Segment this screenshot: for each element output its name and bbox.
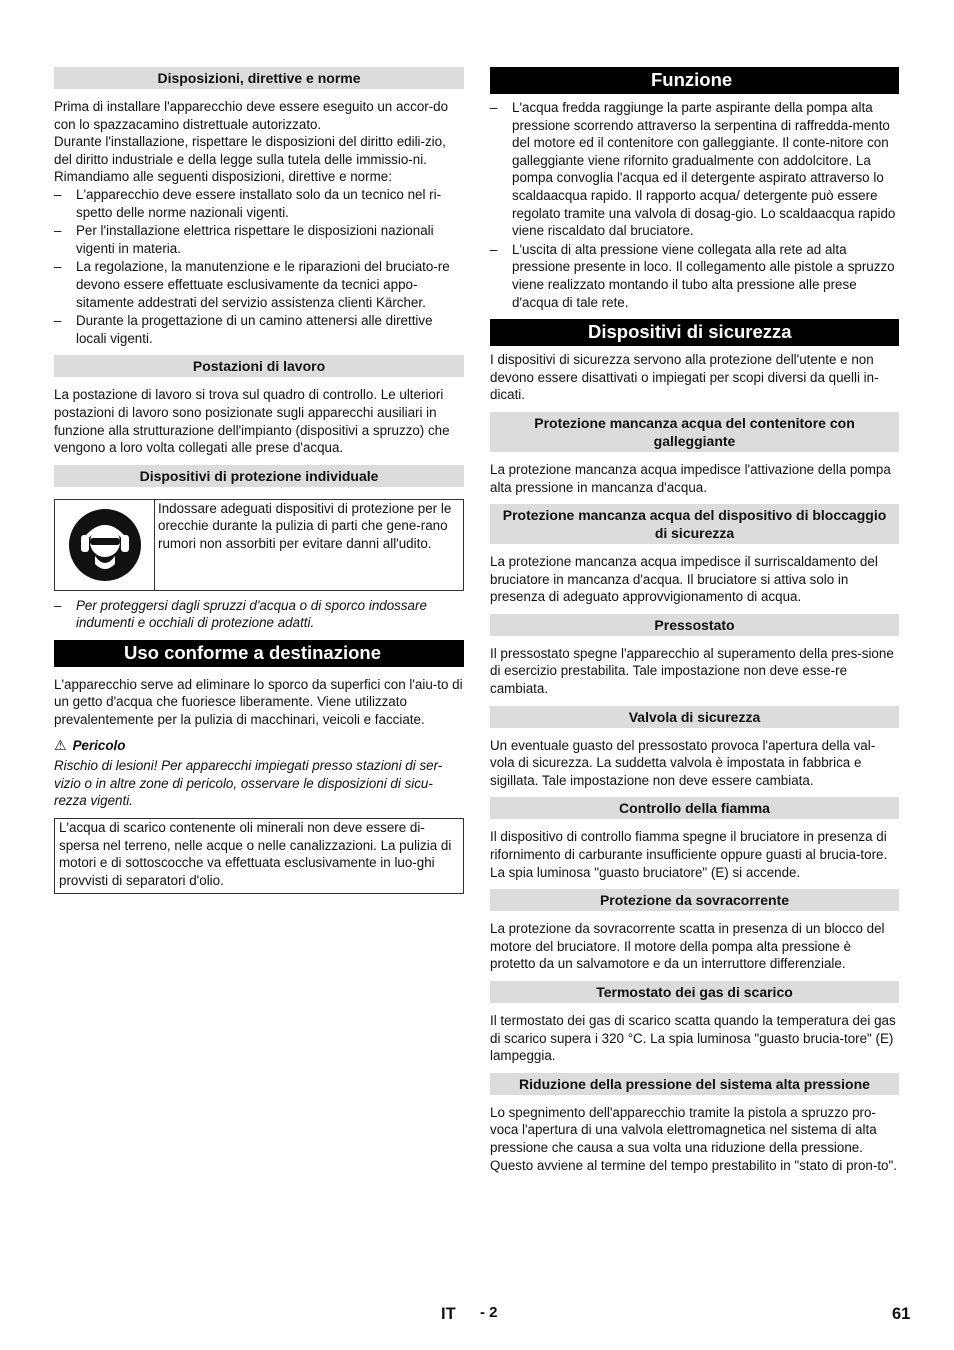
disposizioni-list <box>54 186 464 347</box>
heading-disposizioni: Disposizioni, direttive e norme <box>54 67 464 89</box>
footer-page-number: 61 <box>892 1305 911 1323</box>
list-item: – L'acqua fredda raggiunge la parte aspirante della pompa alta pressione scorrendo attraverso la serpentina di raffredda-mento del motore ed il contenitore con galleggiante. Il conte-nitore con galleggiante viene rifornito gradualmente con addolcitore. La pompa convoglia l'acqua ed il detergente aspirato attraverso lo scaldaacqua rapido. Il rapporto acqua/ detergente può essere regolato tramite una valvola di dosag-gio. Lo scaldaacqua rapido viene riscaldato dal bruciatore. <box>490 99 899 240</box>
footer-language: IT <box>441 1305 456 1323</box>
paragraph-disposizioni-1: Prima di installare l'apparecchio deve essere eseguito un accor-do con lo spazzacamino distrettuale autorizzato. <box>54 99 449 132</box>
footer-section: - 2 <box>480 1304 498 1321</box>
ppe-list <box>54 597 464 632</box>
paragraph-mancanza-acqua-bloccaggio: La protezione mancanza acqua impedisce il surriscaldamento del bruciatore in mancanza d'acqua. Il bruciatore si attiva solo in presenza di adeguato approvvigionamento di acqua. <box>490 554 878 605</box>
paragraph-mancanza-acqua-contenitore: La protezione mancanza acqua impedisce l'attivazione della pompa alta pressione in mancanza d'acqua. <box>490 461 891 495</box>
ppe-text: Indossare adeguati dispositivi di protezione per le orecchie durante la pulizia di parti che gene-rano rumori non assorbiti per evitare danni all'udito. <box>158 500 452 551</box>
list-item: – L'uscita di alta pressione viene collegata alla rete ad alta pressione presente in loco. Il collegamento alle pistole a spruzzo viene realizzato montando il tubo alta pressione alle prese d'acqua di tale rete. <box>490 241 899 311</box>
paragraph-uso: L'apparecchio serve ad eliminare lo sporco da superfici con l'aiu-to di un getto d'acqua che fuoriesce liberamente. Viene utilizzato prevalentemente per la pulizia di macchinari, veicoli e facciate. <box>54 676 463 728</box>
heading-valvola-sicurezza: Valvola di sicurezza <box>490 706 899 728</box>
warning-heading <box>54 737 464 755</box>
paragraph-postazioni: La postazione di lavoro si trova sul quadro di controllo. Le ulteriori postazioni di lavoro sono posizionate sugli apparecchi ausiliari in funzione alla strutturazione dell'impianto (dispositivi a spruzzo) che vengono a loro volta collegati alle prese d'acqua. <box>54 387 450 456</box>
heading-mancanza-acqua-bloccaggio: Protezione mancanza acqua del dispositivo di bloccaggio di sicurezza <box>490 504 899 544</box>
list-item: – Per l'installazione elettrica rispettare le disposizioni nazionali vigenti in materia. <box>54 222 464 257</box>
ppe-box <box>54 499 464 591</box>
paragraph-sicurezza: I dispositivi di sicurezza servono alla protezione dell'utente e non devono essere disattivati o impiegati per scopi diversi da quelli in-dicati. <box>490 352 879 403</box>
paragraph-pressostato: Il pressostato spegne l'apparecchio al superamento della pres-sione di esercizio prestabilita. Tale impostazione non deve esse-re cambiata. <box>490 645 894 697</box>
heading-postazioni: Postazioni di lavoro <box>54 355 464 377</box>
heading-termostato: Termostato dei gas di scarico <box>490 981 899 1003</box>
note-text: L'acqua di scarico contenente oli minerali non deve essere di-spersa nel terreno, nelle acque o nelle canalizzazioni. La pulizia di motori e di sottoscocche va effettuata esclusivamente in luo-ghi provvisti di separatori d'olio. <box>59 820 452 888</box>
note-box <box>54 818 464 894</box>
paragraph-disposizioni-2: Durante l'installazione, rispettare le disposizioni del diritto edili-zio, del diritto industriale e della legge sulla tutela delle immissio-ni. Rimandiamo alle seguenti disposizioni, direttive e norme: <box>54 134 446 185</box>
list-item: – L'apparecchio deve essere installato solo da un tecnico nel ri-spetto delle norme nazionali vigenti. <box>54 186 464 221</box>
right-column <box>490 67 899 1182</box>
warning-triangle-icon: ⚠ <box>54 736 67 753</box>
paragraph-termostato: Il termostato dei gas di scarico scatta quando la temperatura dei gas di scarico supera i 320 °C. La spia luminosa "guasto brucia-tore" (E) lampeggia. <box>490 1013 896 1064</box>
heading-uso-conforme: Uso conforme a destinazione <box>54 640 464 667</box>
paragraph-valvola-sicurezza: Un eventuale guasto del pressostato provoca l'apertura della val-vola di sicurezza. La suddetta valvola è impostata in fabbrica e sigillata. Tale impostazione non deve essere cambiata. <box>490 737 876 788</box>
list-item: – Durante la progettazione di un camino attenersi alle direttive locali vigenti. <box>54 312 464 347</box>
heading-pressostato: Pressostato <box>490 614 899 636</box>
heading-funzione: Funzione <box>490 67 899 94</box>
list-item: – La regolazione, la manutenzione e le riparazioni del bruciato-re devono essere effettuate esclusivamente da tecnici appo-sitamente addestrati del servizio assistenza clienti Kärcher. <box>54 258 464 311</box>
hearing-and-eye-protection-icon <box>55 500 155 590</box>
heading-sovracorrente: Protezione da sovracorrente <box>490 889 899 911</box>
heading-mancanza-acqua-contenitore: Protezione mancanza acqua del contenitore con galleggiante <box>490 412 899 452</box>
warning-text: Rischio di lesioni! Per apparecchi impiegati presso stazioni di ser-vizio o in altre zone di pericolo, osservare le disposizioni di sicu-rezza vigenti. <box>54 758 443 809</box>
paragraph-riduzione-pressione: Lo spegnimento dell'apparecchio tramite la pistola a spruzzo pro-voca l'apertura di una valvola elettromagnetica nel sistema di alta pressione che causa a sua volta una riduzione della pressione. Questo avviene al termine del tempo prestabilito in "stato di pron-to". <box>490 1104 897 1173</box>
paragraph-sovracorrente: La protezione da sovracorrente scatta in presenza di un blocco del motore del bruciatore. Il motore della pompa alta pressione è protetto da un salvamotore e da un interruttore differenziale. <box>490 921 885 972</box>
paragraph-controllo-fiamma: Il dispositivo di controllo fiamma spegne il bruciatore in presenza di rifornimento di carburante insufficiente oppure guasti al brucia-tore. La spia luminosa "guasto bruciatore" (E) si accende. <box>490 829 888 880</box>
heading-protezione-individuale: Dispositivi di protezione individuale <box>54 465 464 487</box>
heading-controllo-fiamma: Controllo della fiamma <box>490 797 899 819</box>
warning-label: Pericolo <box>72 737 126 753</box>
heading-riduzione-pressione: Riduzione della pressione del sistema alta pressione <box>490 1073 899 1095</box>
list-item: – Per proteggersi dagli spruzzi d'acqua o di sporco indossare indumenti e occhiali di protezione adatti. <box>54 597 464 632</box>
heading-dispositivi-sicurezza: Dispositivi di sicurezza <box>490 319 899 346</box>
funzione-list <box>490 99 899 311</box>
left-column <box>54 67 464 894</box>
